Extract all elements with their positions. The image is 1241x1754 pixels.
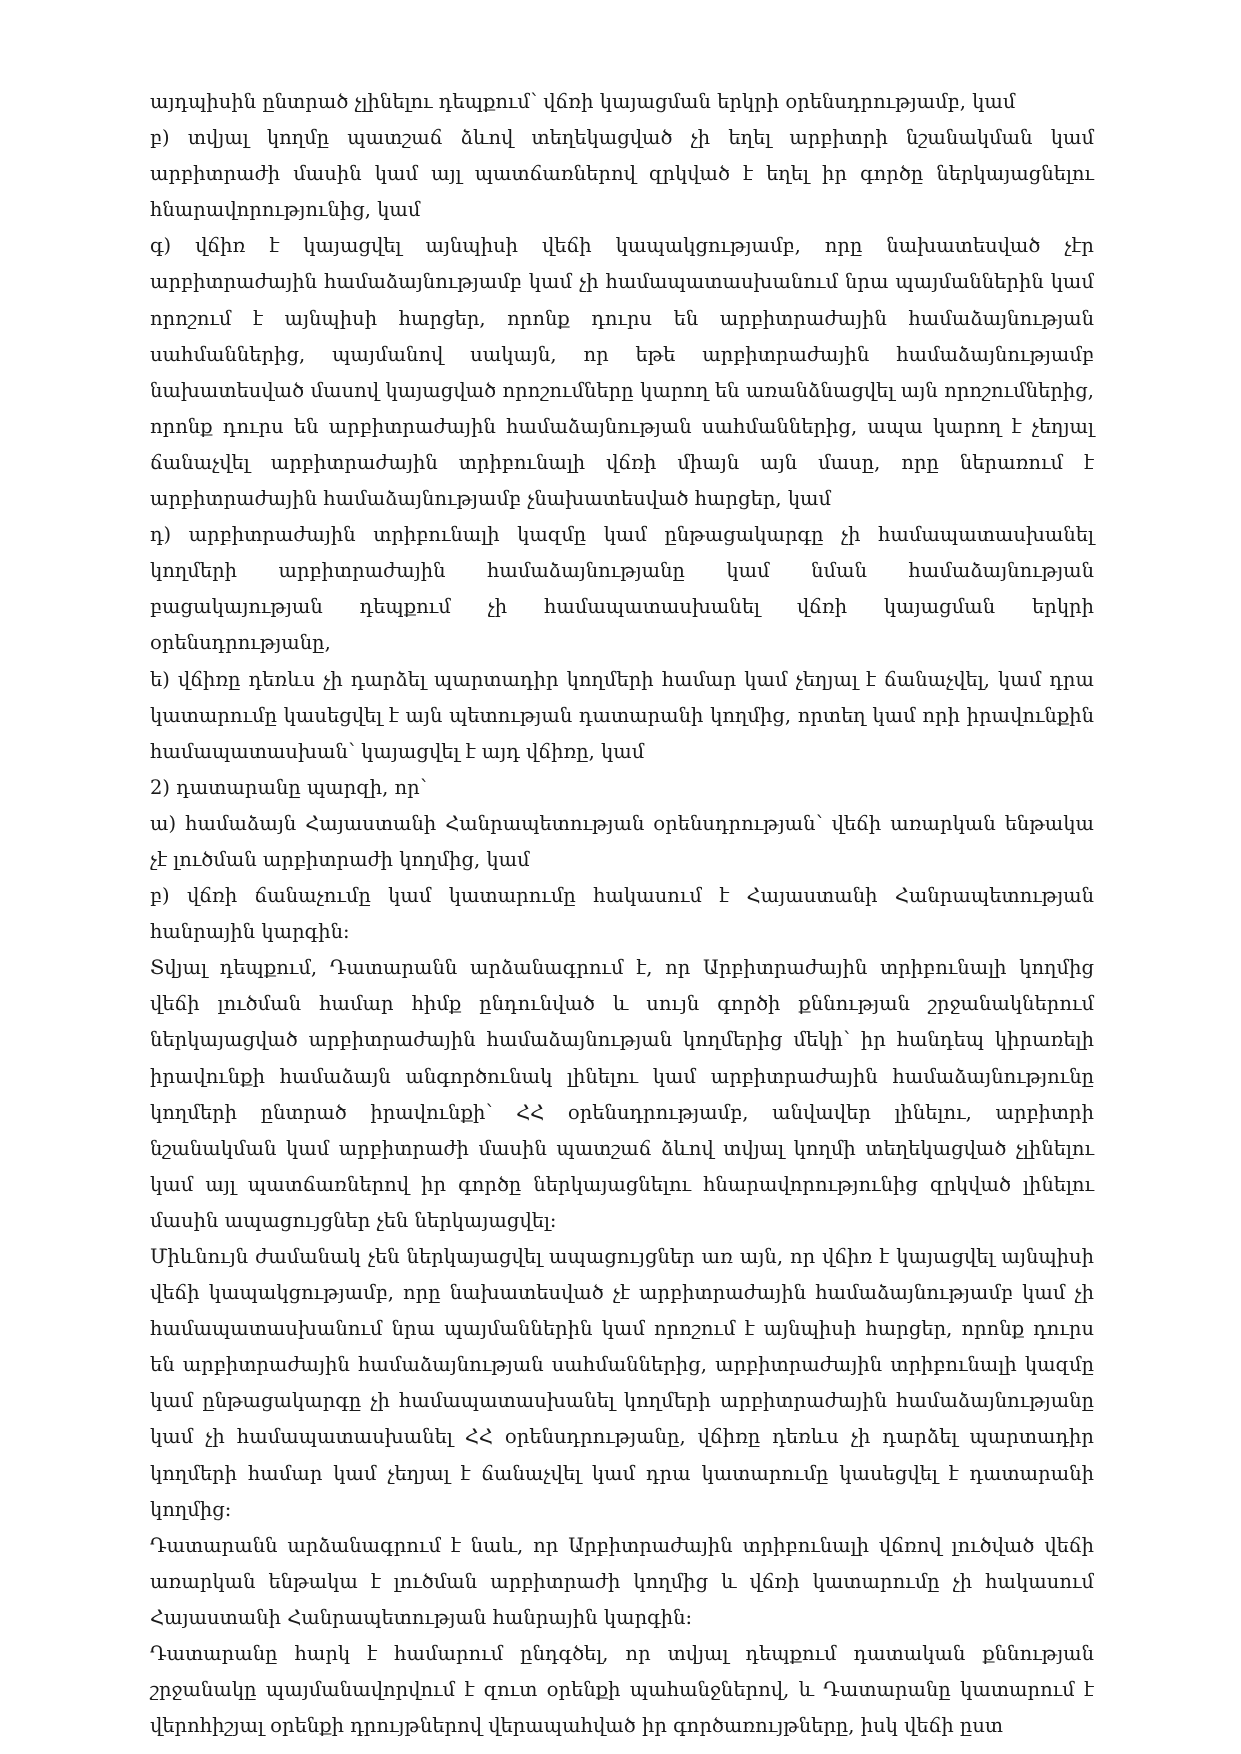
document-page: [150, 84, 1094, 1744]
paragraph-court-finding-2: Միևնույն ժամանակ չեն ներկայացվել ապացույցներ առ այն, որ վճիռ է կայացվել այնպիսի վեճի կապակցությամբ, որը նախատեսված չէ արբիտրաժային համաձայնությամբ կամ չի համապատասխանում նրա պայմաններին կամ որոշում է այնպիսի հարցեր, որոնք դուրս են արբիտրաժային համաձայնության սահմաններից, արբիտրաժային տրիբունալի կազմը կամ ընթացակարգը չի համապատասխանել կողմերի արբիտրաժային համաձայնությանը կամ չի համապատասխանել ՀՀ օրենսդրությանը, վճիռը դեռևս չի դարձել պարտադիր կողմերի համար կամ չեղյալ է ճանաչվել կամ դրա կատարումը կասեցվել է դատարանի կողմից:: [150, 1245, 1094, 1521]
paragraph-court-finding-3: Դատարանն արձանագրում է նաև, որ Արբիտրաժային տրիբունալի վճռով լուծված վեճի առարկան ենթակա է լուծման արբիտրաժի կողմից և վճռի կատարումը չի հակասում Հայաստանի Հանրապետության հանրային կարգին:: [150, 1533, 1094, 1629]
paragraph-court-finding-1: Տվյալ դեպքում, Դատարանն արձանագրում է, որ Արբիտրաժային տրիբունալի կողմից վեճի լուծման համար հիմք ընդունված և սույն գործի քննության շրջանակներում ներկայացված արբիտրաժային համաձայնության կողմերից մեկի՝ իր հանդեպ կիրառելի իրավունքի համաձայն անգործունակ լինելու կամ արբիտրաժային համաձայնությունը կողմերի ընտրած իրավունքի՝ ՀՀ օրենսդրությամբ, անվավեր լինելու, արբիտրի նշանակման կամ արբիտրաժի մասին պատշաճ ձևով տվյալ կողմի տեղեկացված չլինելու կամ այլ պատճառներով իր գործը ներկայացնելու հնարավորությունից զրկված լինելու մասին ապացույցներ չեն ներկայացվել:: [150, 956, 1094, 1232]
paragraph-item-b-public-order: բ) վճռի ճանաչումը կամ կատարումը հակասում է Հայաստանի Հանրապետության հանրային կարգին:: [150, 884, 1094, 944]
paragraph-item-b-notice: բ) տվյալ կողմը պատշաճ ձևով տեղեկացված չի եղել արբիտրի նշանակման կամ արբիտրաժի մասին կամ այլ պատճառներով զրկված է եղել իր գործը ներկայացնելու հնարավորությունից, կամ: [150, 126, 1094, 222]
paragraph-continuation-country-law: այդպիսին ընտրած չլինելու դեպքում՝ վճռի կայացման երկրի օրենսդրությամբ, կամ: [150, 90, 1016, 113]
paragraph-item-2-court-finds: 2) դատարանը պարզի, որ՝: [150, 775, 427, 799]
paragraph-item-e-binding: ե) վճիռը դեռևս չի դարձել պարտադիր կողմերի համար կամ չեղյալ է ճանաչվել, կամ դրա կատարումը կասեցվել է այն պետության դատարանի կողմից, որտեղ կամ որի իրավունքին համապատասխան՝ կայացվել է այդ վճիռը, կամ: [150, 667, 1094, 763]
paragraph-court-emphasis: Դատարանը հարկ է համարում ընդգծել, որ տվյալ դեպքում դատական քննության շրջանակը պայմանավորվում է զուտ օրենքի պահանջներով, և Դատարանը կատարում է վերոհիշյալ օրենքի դրույթներով վերապահված իր գործառույթները, իսկ վեճի ըստ: [150, 1642, 1094, 1738]
paragraph-item-d-composition: դ) արբիտրաժային տրիբունալի կազմը կամ ընթացակարգը չի համապատասխանել կողմերի արբիտրաժային համաձայնությանը կամ նման համաձայնության բացակայության դեպքում չի համապատասխանել վճռի կայացման երկրի օրենսդրությանը,: [150, 523, 1094, 655]
paragraph-item-a-arbitrability: ա) համաձայն Հայաստանի Հանրապետության օրենսդրության՝ վեճի առարկան ենթակա չէ լուծման արբիտրաժի կողմից, կամ: [150, 811, 1094, 871]
paragraph-item-g-scope: գ) վճիռ է կայացվել այնպիսի վեճի կապակցությամբ, որը նախատեսված չէր արբիտրաժային համաձայնությամբ կամ չի համապատասխանում նրա պայմաններին կամ որոշում է այնպիսի հարցեր, որոնք դուրս են արբիտրաժային համաձայնության սահմաններից, պայմանով սակայն, որ եթե արբիտրաժային համաձայնությամբ նախատեսված մասով կայացված որոշումները կարող են առանձնացվել այն որոշումներից, որոնք դուրս են արբիտրաժային համաձայնության սահմաններից, ապա կարող է չեղյալ ճանաչվել արբիտրաժային տրիբունալի վճռի միայն այն մասը, որը ներառում է արբիտրաժային համաձայնությամբ չնախատեսված հարցեր, կամ: [150, 234, 1094, 511]
